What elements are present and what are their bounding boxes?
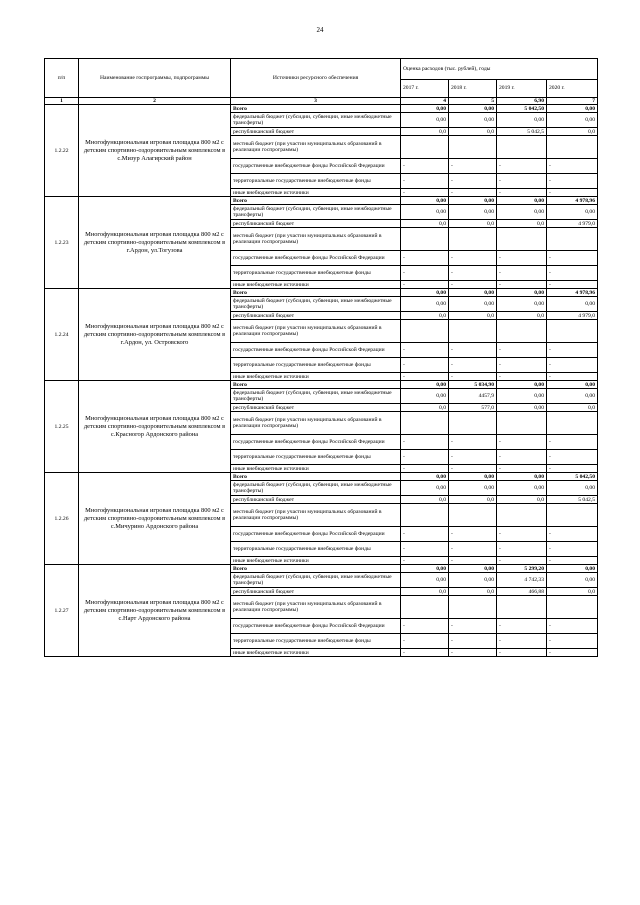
amount-cell xyxy=(401,228,449,251)
amount-cell: 4457,9 xyxy=(449,389,497,404)
column-index: 6,90 xyxy=(497,98,547,105)
amount-cell xyxy=(497,320,547,343)
amount-cell: 0,00 xyxy=(497,113,547,128)
funding-source-label: республиканский бюджет xyxy=(231,404,401,412)
amount-cell: 4 978,96 xyxy=(547,197,598,205)
amount-cell: 5 042,50 xyxy=(497,105,547,113)
amount-cell: - xyxy=(547,465,598,473)
amount-cell: - xyxy=(401,266,449,281)
funding-source-label: федеральный бюджет (субсидии, субвенции, иные межбюджетные трансферты) xyxy=(231,205,401,220)
amount-cell xyxy=(449,412,497,435)
budget-table xyxy=(44,58,598,657)
funding-source-label: государственные внебюджетные фонды Российской Федерации xyxy=(231,159,401,174)
amount-cell xyxy=(497,136,547,159)
funding-source-label: местный бюджет (при участии муниципальных образований в реализации госпрограммы) xyxy=(231,596,401,619)
amount-cell: 0,0 xyxy=(401,588,449,596)
amount-cell: - xyxy=(547,435,598,450)
amount-cell: 0,00 xyxy=(401,481,449,496)
amount-cell: - xyxy=(449,189,497,197)
amount-cell xyxy=(449,228,497,251)
funding-source-label: Всего xyxy=(231,381,401,389)
funding-source-label: Всего xyxy=(231,473,401,481)
amount-cell: 5 034,90 xyxy=(449,381,497,389)
amount-cell: - xyxy=(401,189,449,197)
amount-cell: - xyxy=(401,281,449,289)
amount-cell xyxy=(401,596,449,619)
amount-cell: - xyxy=(401,557,449,565)
amount-cell: 0,0 xyxy=(449,588,497,596)
amount-cell: 0,00 xyxy=(401,473,449,481)
amount-cell: 4 979,0 xyxy=(547,220,598,228)
amount-cell: - xyxy=(497,281,547,289)
amount-cell: 0,0 xyxy=(547,128,598,136)
amount-cell: 0,0 xyxy=(401,220,449,228)
header-sources: Источники ресурсного обеспечения xyxy=(231,59,401,98)
column-index: 5 xyxy=(449,98,497,105)
amount-cell xyxy=(449,136,497,159)
amount-cell: - xyxy=(497,465,547,473)
amount-cell: - xyxy=(401,435,449,450)
funding-source-label: иные внебюджетные источники xyxy=(231,465,401,473)
amount-cell: 0,0 xyxy=(401,312,449,320)
amount-cell: 0,00 xyxy=(449,113,497,128)
amount-cell: - xyxy=(547,527,598,542)
amount-cell: 0,00 xyxy=(401,205,449,220)
header-program: Наименование госпрограммы, подпрограммы xyxy=(79,59,231,98)
funding-source-label: местный бюджет (при участии муниципальных образований в реализации госпрограммы) xyxy=(231,320,401,343)
funding-source-label: иные внебюджетные источники xyxy=(231,189,401,197)
amount-cell: - xyxy=(401,343,449,358)
table-row xyxy=(45,289,598,297)
amount-cell: 0,00 xyxy=(497,197,547,205)
funding-source-label: республиканский бюджет xyxy=(231,128,401,136)
amount-cell: 0,00 xyxy=(547,297,598,312)
funding-source-label: местный бюджет (при участии муниципальных образований в реализации госпрограммы) xyxy=(231,412,401,435)
funding-source-label: иные внебюджетные источники xyxy=(231,281,401,289)
amount-cell: - xyxy=(401,450,449,465)
amount-cell: - xyxy=(401,465,449,473)
amount-cell: 0,0 xyxy=(497,220,547,228)
column-index-row xyxy=(45,98,598,105)
amount-cell: 5 042,5 xyxy=(497,128,547,136)
amount-cell xyxy=(401,504,449,527)
amount-cell: - xyxy=(401,358,449,373)
amount-cell: - xyxy=(449,373,497,381)
column-index: 7 xyxy=(547,98,598,105)
amount-cell: 0,00 xyxy=(449,565,497,573)
header-year: 2018 г. xyxy=(449,80,497,98)
funding-source-label: республиканский бюджет xyxy=(231,588,401,596)
amount-cell: 0,00 xyxy=(497,289,547,297)
amount-cell: 0,00 xyxy=(449,289,497,297)
funding-source-label: Всего xyxy=(231,105,401,113)
amount-cell: 0,0 xyxy=(449,128,497,136)
amount-cell: - xyxy=(497,557,547,565)
amount-cell: 0,00 xyxy=(497,389,547,404)
amount-cell: - xyxy=(401,634,449,649)
funding-source-label: иные внебюджетные источники xyxy=(231,557,401,565)
amount-cell: 0,00 xyxy=(449,473,497,481)
amount-cell: - xyxy=(497,266,547,281)
table-row xyxy=(45,105,598,113)
amount-cell: 5 299,20 xyxy=(497,565,547,573)
amount-cell: - xyxy=(497,343,547,358)
funding-source-label: иные внебюджетные источники xyxy=(231,373,401,381)
column-index: 4 xyxy=(401,98,449,105)
table-header-row xyxy=(45,59,598,80)
amount-cell: - xyxy=(449,450,497,465)
funding-source-label: территориальные государственные внебюджетные фонды xyxy=(231,358,401,373)
amount-cell: - xyxy=(497,358,547,373)
amount-cell: 0,0 xyxy=(547,404,598,412)
amount-cell: 0,00 xyxy=(401,381,449,389)
amount-cell xyxy=(547,228,598,251)
amount-cell: - xyxy=(401,251,449,266)
amount-cell: - xyxy=(547,159,598,174)
table-row xyxy=(45,473,598,481)
funding-source-label: территориальные государственные внебюджетные фонды xyxy=(231,634,401,649)
funding-source-label: федеральный бюджет (субсидии, субвенции, иные межбюджетные трансферты) xyxy=(231,297,401,312)
funding-source-label: территориальные государственные внебюджетные фонды xyxy=(231,450,401,465)
amount-cell: - xyxy=(497,159,547,174)
amount-cell: - xyxy=(449,358,497,373)
amount-cell: - xyxy=(401,542,449,557)
amount-cell: 0,00 xyxy=(401,289,449,297)
amount-cell: 0,00 xyxy=(401,113,449,128)
funding-source-label: федеральный бюджет (субсидии, субвенции, иные межбюджетные трансферты) xyxy=(231,113,401,128)
amount-cell: - xyxy=(497,189,547,197)
amount-cell: 5 042,50 xyxy=(547,473,598,481)
amount-cell xyxy=(547,504,598,527)
amount-cell: - xyxy=(547,649,598,657)
amount-cell: - xyxy=(449,634,497,649)
column-index: 2 xyxy=(79,98,231,105)
funding-source-label: государственные внебюджетные фонды Российской Федерации xyxy=(231,251,401,266)
amount-cell: - xyxy=(401,527,449,542)
amount-cell: - xyxy=(401,174,449,189)
program-name: Многофункциональная игровая площадка 800 м2 с детским спортивно-оздоровительным комплексом в с.Красногор Ардонского района xyxy=(79,381,231,473)
amount-cell: 0,0 xyxy=(497,496,547,504)
amount-cell: 577,0 xyxy=(449,404,497,412)
amount-cell xyxy=(449,320,497,343)
amount-cell: - xyxy=(449,649,497,657)
amount-cell xyxy=(497,596,547,619)
table-row xyxy=(45,565,598,573)
funding-source-label: государственные внебюджетные фонды Российской Федерации xyxy=(231,527,401,542)
funding-source-label: Всего xyxy=(231,565,401,573)
amount-cell: 0,00 xyxy=(547,565,598,573)
header-year: 2020 г. xyxy=(547,80,598,98)
amount-cell: - xyxy=(547,281,598,289)
amount-cell: 0,0 xyxy=(401,128,449,136)
amount-cell: - xyxy=(497,649,547,657)
amount-cell: 0,00 xyxy=(401,197,449,205)
amount-cell: - xyxy=(547,542,598,557)
funding-source-label: республиканский бюджет xyxy=(231,496,401,504)
amount-cell xyxy=(401,320,449,343)
funding-source-label: территориальные государственные внебюджетные фонды xyxy=(231,266,401,281)
amount-cell xyxy=(449,504,497,527)
program-number: 1.2.25 xyxy=(45,381,79,473)
funding-source-label: Всего xyxy=(231,197,401,205)
amount-cell: - xyxy=(401,649,449,657)
column-index: 1 xyxy=(45,98,79,105)
amount-cell: - xyxy=(547,619,598,634)
program-number: 1.2.23 xyxy=(45,197,79,289)
amount-cell: - xyxy=(449,465,497,473)
amount-cell: - xyxy=(547,358,598,373)
amount-cell xyxy=(497,412,547,435)
funding-source-label: республиканский бюджет xyxy=(231,312,401,320)
amount-cell: 0,00 xyxy=(449,573,497,588)
amount-cell: - xyxy=(497,450,547,465)
amount-cell: 0,00 xyxy=(497,381,547,389)
amount-cell: 0,00 xyxy=(449,197,497,205)
amount-cell: - xyxy=(449,174,497,189)
amount-cell: 0,00 xyxy=(401,389,449,404)
amount-cell: - xyxy=(401,159,449,174)
amount-cell xyxy=(547,320,598,343)
amount-cell xyxy=(547,136,598,159)
program-name: Многофункциональная игровая площадка 800 м2 с детским спортивно-оздоровительным комплексом в с.Мизур Алагирский район xyxy=(79,105,231,197)
program-number: 1.2.27 xyxy=(45,565,79,657)
amount-cell: - xyxy=(547,373,598,381)
amount-cell xyxy=(497,228,547,251)
amount-cell: 0,00 xyxy=(547,389,598,404)
funding-source-label: Всего xyxy=(231,289,401,297)
amount-cell: 0,0 xyxy=(449,496,497,504)
amount-cell: - xyxy=(497,619,547,634)
amount-cell: 0,0 xyxy=(547,588,598,596)
amount-cell: - xyxy=(547,450,598,465)
amount-cell: 4 742,33 xyxy=(497,573,547,588)
amount-cell: - xyxy=(497,634,547,649)
amount-cell: - xyxy=(547,251,598,266)
program-name: Многофункциональная игровая площадка 800 м2 с детским спортивно-оздоровительным комплексом в г.Ардон, ул.Тогузова xyxy=(79,197,231,289)
amount-cell: - xyxy=(497,251,547,266)
header-year: 2019 г. xyxy=(497,80,547,98)
amount-cell: - xyxy=(449,542,497,557)
program-name: Многофункциональная игровая площадка 800 м2 с детским спортивно-оздоровительным комплексом в г.Ардон, ул. Островского xyxy=(79,289,231,381)
amount-cell: 0,0 xyxy=(449,220,497,228)
funding-source-label: республиканский бюджет xyxy=(231,220,401,228)
amount-cell: - xyxy=(449,557,497,565)
amount-cell: - xyxy=(497,373,547,381)
table-body xyxy=(45,105,598,657)
amount-cell: - xyxy=(449,619,497,634)
amount-cell: 0,0 xyxy=(401,404,449,412)
amount-cell: 0,00 xyxy=(497,297,547,312)
funding-source-label: местный бюджет (при участии муниципальных образований в реализации госпрограммы) xyxy=(231,228,401,251)
funding-source-label: федеральный бюджет (субсидии, субвенции, иные межбюджетные трансферты) xyxy=(231,573,401,588)
page-number: 24 xyxy=(316,26,324,34)
amount-cell: - xyxy=(449,435,497,450)
amount-cell: - xyxy=(449,266,497,281)
program-name: Многофункциональная игровая площадка 800 м2 с детским спортивно-оздоровительным комплексом в с.Мичурино Ардонского района xyxy=(79,473,231,565)
amount-cell: - xyxy=(449,343,497,358)
amount-cell: 0,00 xyxy=(547,381,598,389)
amount-cell: - xyxy=(547,634,598,649)
funding-source-label: федеральный бюджет (субсидии, субвенции, иные межбюджетные трансферты) xyxy=(231,389,401,404)
funding-source-label: государственные внебюджетные фонды Российской Федерации xyxy=(231,619,401,634)
amount-cell: 0,00 xyxy=(497,205,547,220)
amount-cell: - xyxy=(497,527,547,542)
amount-cell xyxy=(547,596,598,619)
amount-cell: 0,0 xyxy=(449,312,497,320)
amount-cell: - xyxy=(449,527,497,542)
amount-cell: - xyxy=(497,174,547,189)
funding-source-label: федеральный бюджет (субсидии, субвенции, иные межбюджетные трансферты) xyxy=(231,481,401,496)
amount-cell: 0,00 xyxy=(497,473,547,481)
amount-cell xyxy=(401,136,449,159)
funding-source-label: государственные внебюджетные фонды Российской Федерации xyxy=(231,343,401,358)
amount-cell: 0,00 xyxy=(449,205,497,220)
funding-source-label: местный бюджет (при участии муниципальных образований в реализации госпрограммы) xyxy=(231,136,401,159)
amount-cell xyxy=(497,504,547,527)
funding-source-label: территориальные государственные внебюджетные фонды xyxy=(231,174,401,189)
amount-cell: 0,00 xyxy=(449,105,497,113)
amount-cell: 0,00 xyxy=(401,297,449,312)
amount-cell: - xyxy=(401,619,449,634)
header-year: 2017 г. xyxy=(401,80,449,98)
amount-cell: 0,00 xyxy=(547,205,598,220)
amount-cell: - xyxy=(449,251,497,266)
program-number: 1.2.26 xyxy=(45,473,79,565)
header-num: п/п xyxy=(45,59,79,98)
amount-cell: 466,88 xyxy=(497,588,547,596)
amount-cell: - xyxy=(547,174,598,189)
amount-cell: 5 042,5 xyxy=(547,496,598,504)
program-number: 1.2.22 xyxy=(45,105,79,197)
amount-cell: 0,00 xyxy=(449,297,497,312)
amount-cell: 0,00 xyxy=(449,481,497,496)
amount-cell: - xyxy=(547,189,598,197)
amount-cell: - xyxy=(449,159,497,174)
amount-cell: 0,00 xyxy=(401,565,449,573)
amount-cell: - xyxy=(449,281,497,289)
funding-source-label: иные внебюджетные источники xyxy=(231,649,401,657)
program-number: 1.2.24 xyxy=(45,289,79,381)
program-name: Многофункциональная игровая площадка 800 м2 с детским спортивно-оздоровительным комплексом в с.Нарт Ардонского района xyxy=(79,565,231,657)
amount-cell: 0,00 xyxy=(497,481,547,496)
amount-cell: 0,00 xyxy=(497,404,547,412)
funding-source-label: территориальные государственные внебюджетные фонды xyxy=(231,542,401,557)
amount-cell: 0,00 xyxy=(401,105,449,113)
amount-cell xyxy=(547,412,598,435)
funding-source-label: государственные внебюджетные фонды Российской Федерации xyxy=(231,435,401,450)
amount-cell: 0,00 xyxy=(547,105,598,113)
amount-cell: 4 979,0 xyxy=(547,312,598,320)
amount-cell: - xyxy=(497,435,547,450)
amount-cell: 4 978,96 xyxy=(547,289,598,297)
amount-cell: 0,00 xyxy=(547,573,598,588)
amount-cell xyxy=(449,596,497,619)
amount-cell: - xyxy=(547,557,598,565)
amount-cell: - xyxy=(401,373,449,381)
amount-cell: 0,00 xyxy=(547,113,598,128)
amount-cell xyxy=(401,412,449,435)
table-row xyxy=(45,381,598,389)
amount-cell: 0,0 xyxy=(497,312,547,320)
amount-cell: 0,0 xyxy=(401,496,449,504)
header-estimate: Оценка расходов (тыс. рублей), годы xyxy=(401,59,598,80)
funding-source-label: местный бюджет (при участии муниципальных образований в реализации госпрограммы) xyxy=(231,504,401,527)
amount-cell: 0,00 xyxy=(547,481,598,496)
amount-cell: - xyxy=(547,266,598,281)
column-index: 3 xyxy=(231,98,401,105)
table-row xyxy=(45,197,598,205)
amount-cell: - xyxy=(547,343,598,358)
amount-cell: 0,00 xyxy=(401,573,449,588)
amount-cell: - xyxy=(497,542,547,557)
